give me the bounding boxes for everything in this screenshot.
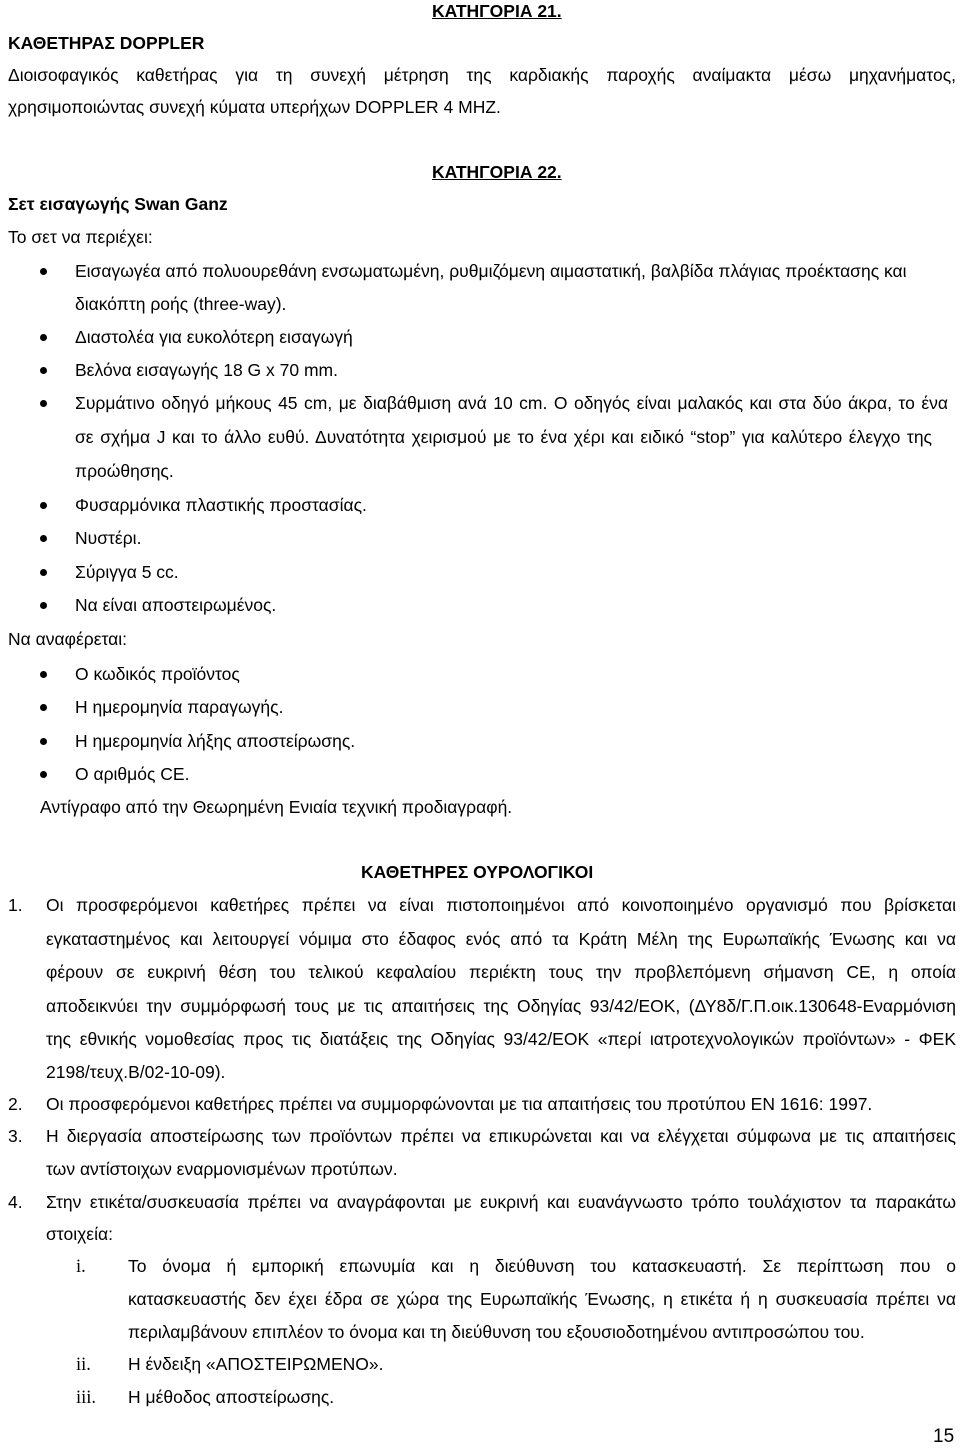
category-22-heading: ΚΑΤΗΓΟΡΙΑ 22.	[432, 162, 562, 182]
urology-item-3-line-1: Η διεργασία αποστείρωσης των προϊόντων πρέπει να επικυρώνεται και να ελέγχεται σύμφωνα με τις απαιτήσεις	[46, 1126, 956, 1146]
set-item-guidewire-line-3: προώθησης.	[75, 461, 174, 481]
category-21-description-line-2: χρησιμοποιώντας συνεχή κύματα υπερήχων DOPPLER 4 MHZ.	[8, 97, 501, 117]
bullet-icon	[40, 334, 47, 341]
bullet-icon	[40, 400, 47, 407]
set-item-syringe: Σύριγγα 5 cc.	[75, 562, 179, 582]
category-21-title: ΚΑΘΕΤΗΡΑΣ DOPPLER	[8, 33, 205, 53]
urology-item-3-number: 3.	[8, 1126, 23, 1146]
set-item-guidewire-line-2: σε σχήμα J και το άλλο ευθύ. Δυνατότητα χειρισμού με το ένα χέρι και ειδικό “stop” για καλύτερο έλεγχο της	[75, 427, 932, 447]
sub-item-iii-line-1: Η μέθοδος αποστείρωσης.	[128, 1387, 335, 1407]
bullet-icon	[40, 502, 47, 509]
sub-item-ii-line-1: Η ένδειξη «ΑΠΟΣΤΕΙΡΩΜΕΝΟ».	[128, 1354, 384, 1374]
bullet-icon	[40, 569, 47, 576]
bullet-icon	[40, 367, 47, 374]
urology-item-4-number: 4.	[8, 1192, 23, 1212]
bullet-icon	[40, 771, 47, 778]
urology-item-2-line-1: Οι προσφερόμενοι καθετήρες πρέπει να συμμορφώνονται με τια απαιτήσεις του προτύπου ΕΝ 1616: 1997.	[46, 1094, 873, 1114]
set-contains-label: Το σετ να περιέχει:	[8, 227, 153, 247]
bullet-icon	[40, 268, 47, 275]
report-item-production-date: Η ημερομηνία παραγωγής.	[75, 697, 284, 717]
bullet-icon	[40, 738, 47, 745]
category-21-heading: ΚΑΤΗΓΟΡΙΑ 21.	[432, 1, 562, 21]
urology-item-4-line-2: στοιχεία:	[46, 1224, 113, 1244]
sub-item-i-line-2: κατασκευαστής δεν έχει έδρα σε χώρα της Ευρωπαϊκής Ένωσης, η ετικέτα ή η συσκευασία πρέπει να	[128, 1289, 956, 1309]
set-item-protective-bellows: Φυσαρμόνικα πλαστικής προστασίας.	[75, 495, 367, 515]
sub-item-i-line-3: περιλαμβάνουν επιπλέον το όνομα και τη διεύθυνση του εξουσιοδοτημένου αντιπροσώπου του.	[128, 1322, 865, 1342]
report-item-sterilization-expiry: Η ημερομηνία λήξης αποστείρωσης.	[75, 731, 356, 751]
set-item-guidewire-line-1: Συρμάτινο οδηγό μήκους 45 cm, με διαβάθμιση ανά 10 cm. Ο οδηγός είναι μαλακός και στα δύο άκρα, το ένα	[75, 393, 948, 413]
set-item-introducer-line-1: Εισαγωγέα από πολυουρεθάνη ενσωματωμένη, ρυθμιζόμενη αιμαστατική, βαλβίδα πλάγιας προέκτασης και	[75, 261, 907, 281]
sub-item-iii-number: iii.	[76, 1388, 97, 1408]
bullet-icon	[40, 535, 47, 542]
category-22-title: Σετ εισαγωγής Swan Ganz	[8, 194, 228, 214]
set-item-sterile: Να είναι αποστειρωμένος.	[75, 595, 277, 615]
category-21-description-line-1: Διοισοφαγικός καθετήρας για τη συνεχή μέτρηση της καρδιακής παροχής αναίμακτα μέσω μηχανήματος,	[8, 65, 956, 85]
copy-note: Αντίγραφο από την Θεωρημένη Ενιαία τεχνική προδιαγραφή.	[40, 797, 513, 817]
urology-item-1-line-6: 2198/τευχ.Β/02-10-09).	[46, 1062, 226, 1082]
sub-item-ii-number: ii.	[76, 1355, 91, 1375]
set-item-scalpel: Νυστέρι.	[75, 528, 142, 548]
set-item-introducer-line-2: διακόπτη ροής (three-way).	[75, 294, 287, 314]
urology-item-1-line-2: εγκαταστημένος και λειτουργεί νόμιμα στο έδαφος ενός από τα Κράτη Μέλη της Ευρωπαϊκής Ένωσης και να	[46, 929, 956, 949]
urology-item-1-line-4: αποδεικνύει την συμμόρφωσή τους με τις απαιτήσεις της Οδηγίας 93/42/ΕΟΚ, (ΔΥ8δ/Γ.Π.οικ.130648-Εναρμόνιση	[46, 996, 956, 1016]
set-item-dilator: Διαστολέα για ευκολότερη εισαγωγή	[75, 327, 353, 347]
sub-item-i-line-1: Το όνομα ή εμπορική επωνυμία και η διεύθυνση του κατασκευαστή. Σε περίπτωση που ο	[128, 1256, 956, 1276]
page-number: 15	[933, 1426, 955, 1447]
report-item-ce-number: Ο αριθμός CE.	[75, 764, 190, 784]
report-item-product-code: Ο κωδικός προϊόντος	[75, 664, 240, 684]
urology-item-3-line-2: των αντίστοιχων εναρμονισμένων προτύπων.	[46, 1159, 398, 1179]
urology-item-1-number: 1.	[8, 895, 23, 915]
urology-item-1-line-5: της εθνικής νομοθεσίας προς τις διατάξεις της Οδηγίας 93/42/ΕΟΚ «περί ιατροτεχνολογικών προϊόντων» - ΦΕΚ	[46, 1029, 956, 1049]
urology-item-1-line-1: Οι προσφερόμενοι καθετήρες πρέπει να είναι πιστοποιημένοι από κοινοποιημένο οργανισμό που βρίσκεται	[46, 895, 956, 915]
urology-item-4-line-1: Στην ετικέτα/συσκευασία πρέπει να αναγράφονται με ευκρινή και ευανάγνωστο τρόπο τουλάχιστον τα παρακάτω	[46, 1192, 956, 1212]
sub-item-i-number: i.	[76, 1257, 86, 1277]
urology-item-1-line-3: φέρουν σε ευκρινή θέση του τελικού κεφαλαίου περιέκτη τους την προβλεπόμενη σήμανση CE, η οποία	[46, 962, 956, 982]
bullet-icon	[40, 671, 47, 678]
bullet-icon	[40, 704, 47, 711]
set-item-needle: Βελόνα εισαγωγής 18 G x 70 mm.	[75, 360, 338, 380]
urology-section-title: ΚΑΘΕΤΗΡΕΣ ΟΥΡΟΛΟΓΙΚΟΙ	[361, 862, 594, 882]
report-label: Να αναφέρεται:	[8, 629, 128, 649]
bullet-icon	[40, 602, 47, 609]
urology-item-2-number: 2.	[8, 1094, 23, 1114]
